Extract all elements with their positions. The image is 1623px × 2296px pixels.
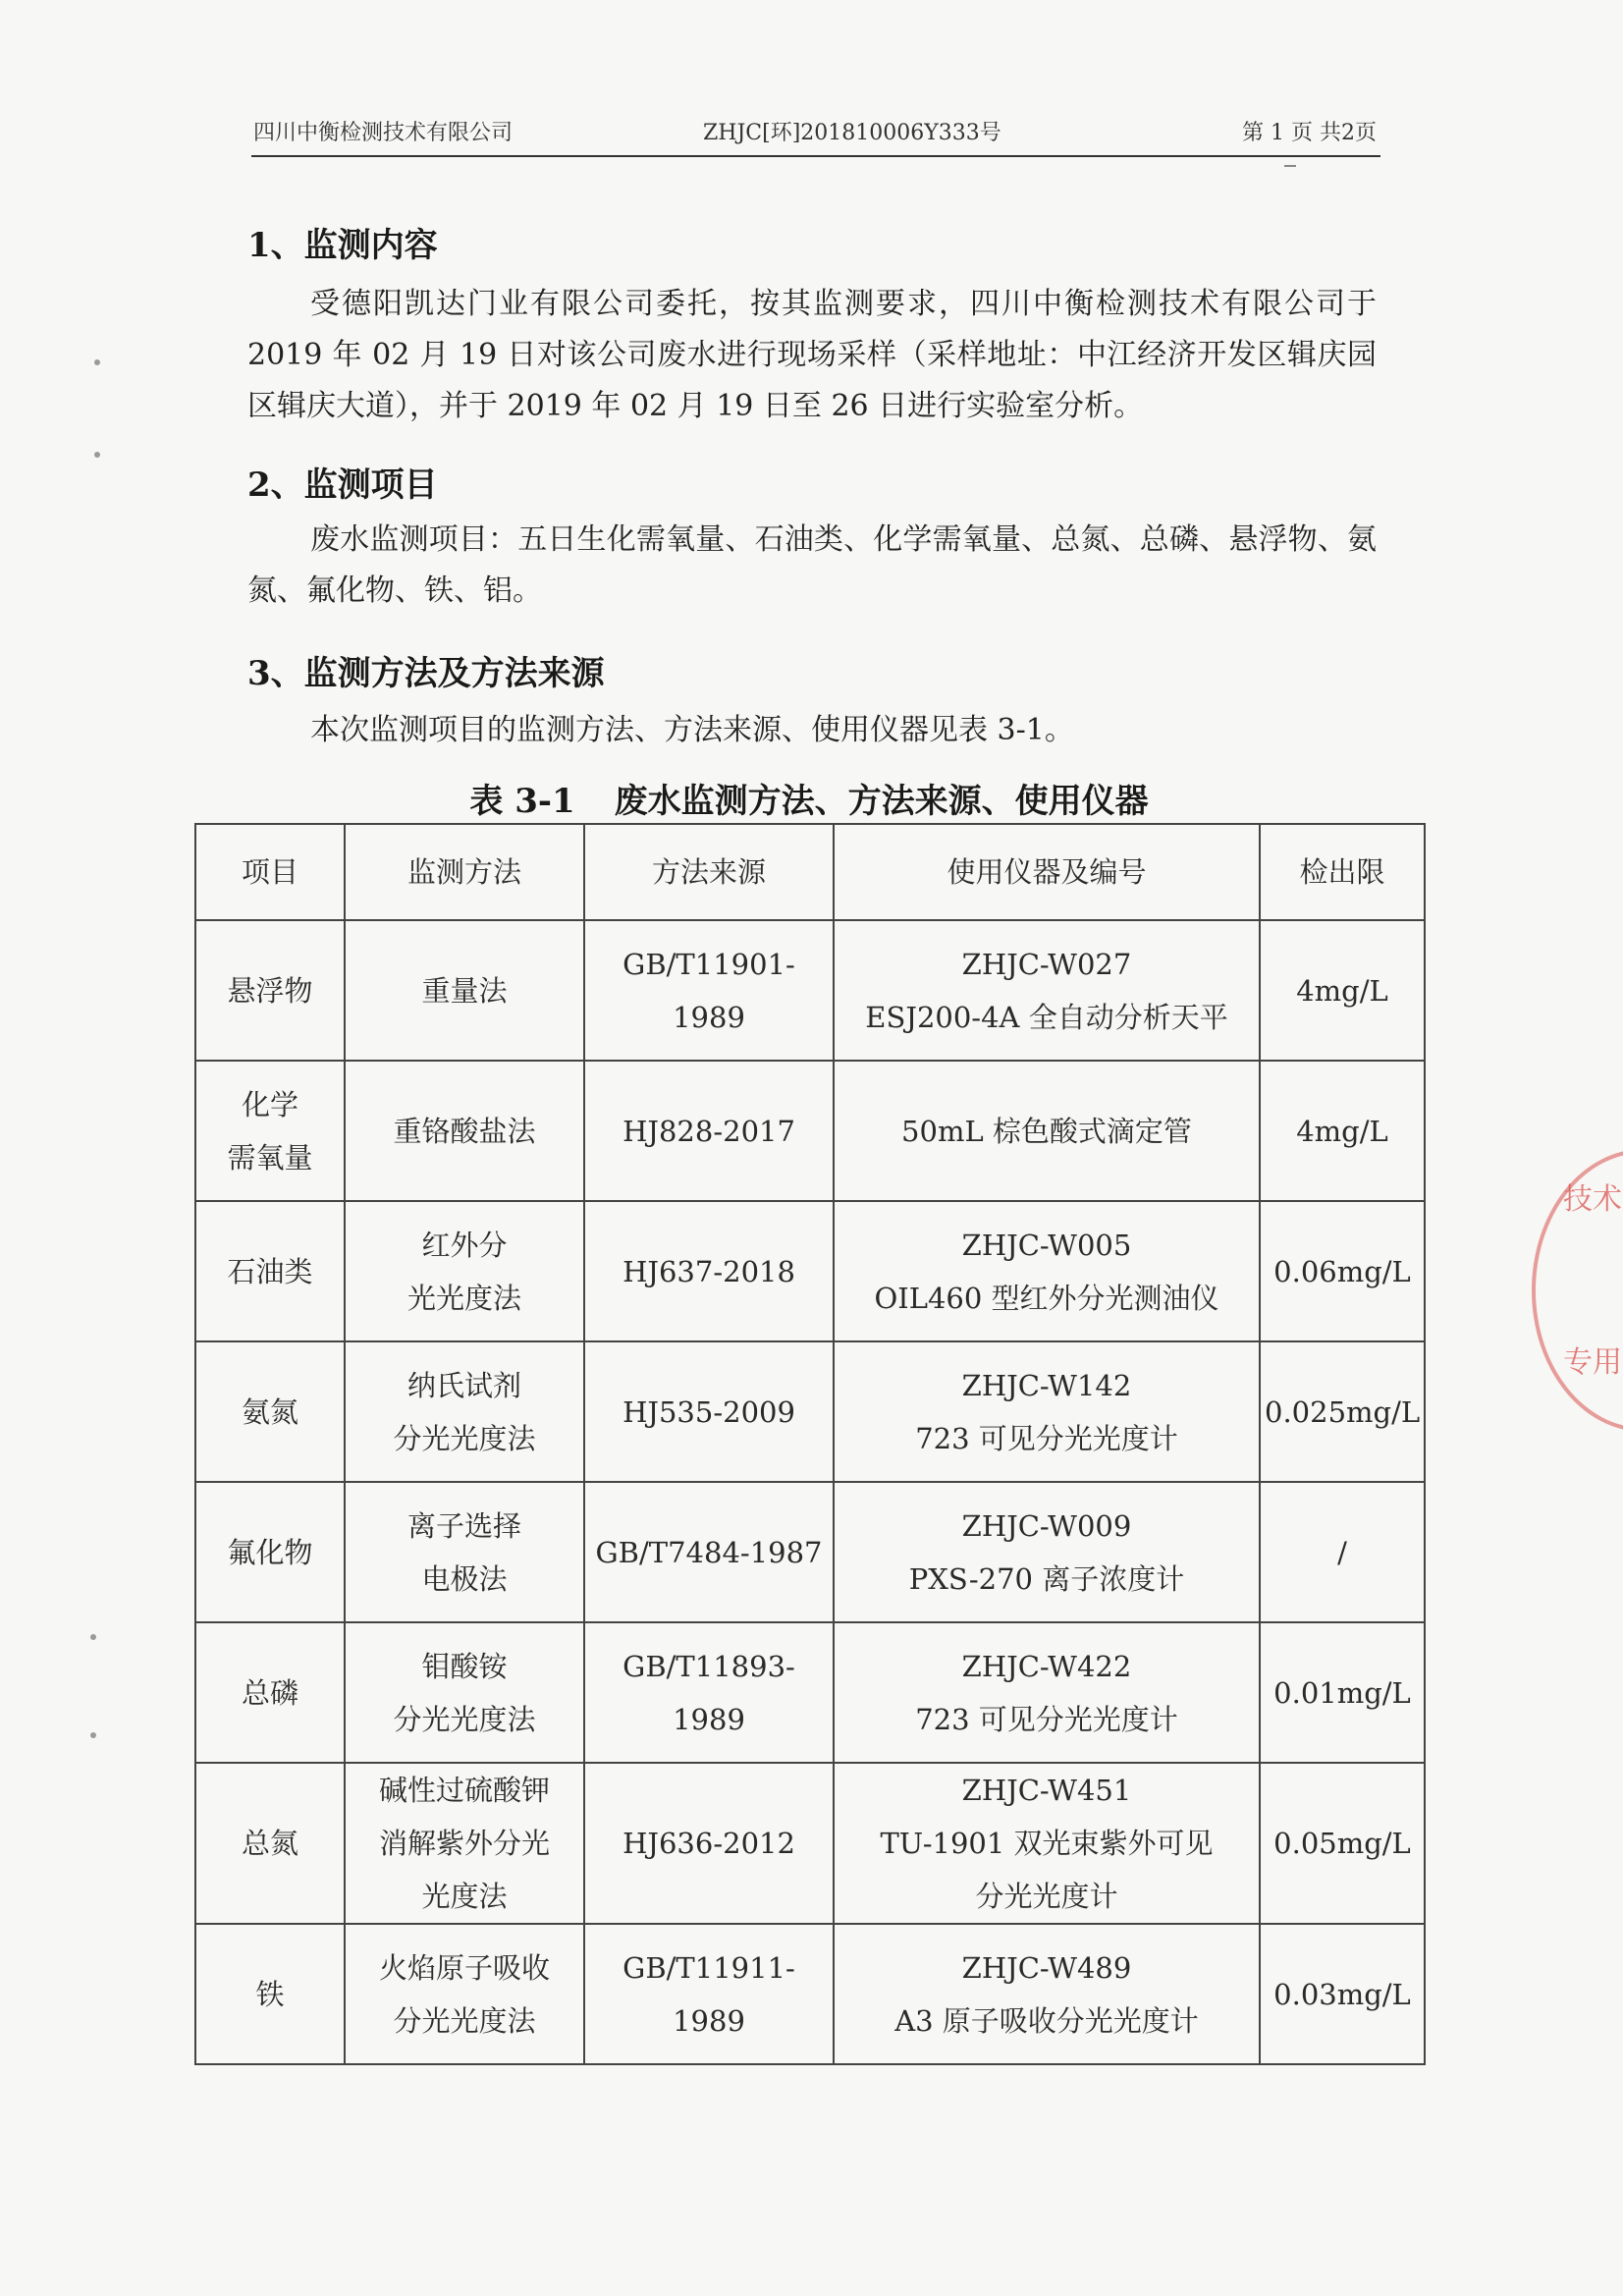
header-source: 方法来源: [584, 824, 834, 920]
cell-limit: 0.03mg/L: [1260, 1924, 1425, 2064]
table-caption-number: 表 3-1: [469, 782, 575, 821]
cell-limit: 0.01mg/L: [1260, 1622, 1425, 1763]
header-item: 项目: [195, 824, 345, 920]
cell-limit: /: [1260, 1482, 1425, 1622]
margin-mark: [94, 359, 100, 365]
section-title-monitoring-content: 1、监测内容: [247, 226, 438, 265]
cell-source: HJ535-2009: [584, 1341, 834, 1482]
cell-instrument: ZHJC-W027 ESJ200-4A 全自动分析天平: [834, 920, 1260, 1061]
cell-limit: 0.05mg/L: [1260, 1763, 1425, 1924]
table-row: [195, 1341, 1425, 1482]
header-instrument: 使用仪器及编号: [834, 824, 1260, 920]
methods-table: [194, 823, 1426, 2065]
section-body-methods: 本次监测项目的监测方法、方法来源、使用仪器见表 3-1。: [310, 713, 1074, 747]
header-tick-mark: [1284, 165, 1296, 167]
cell-item: 石油类: [195, 1201, 345, 1341]
cell-instrument: ZHJC-W489 A3 原子吸收分光光度计: [834, 1924, 1260, 2064]
cell-instrument: ZHJC-W009 PXS-270 离子浓度计: [834, 1482, 1260, 1622]
page-header: [251, 110, 1380, 157]
table-caption-text: 废水监测方法、方法来源、使用仪器: [614, 782, 1149, 821]
header-document-number: ZHJC[环]201810006Y333号: [703, 121, 1001, 145]
cell-item: 铁: [195, 1924, 345, 2064]
cell-limit: 4mg/L: [1260, 1061, 1425, 1201]
cell-source: HJ637-2018: [584, 1201, 834, 1341]
table-row: [195, 1763, 1425, 1924]
cell-item: 总氮: [195, 1763, 345, 1924]
header-company: 四川中衡检测技术有限公司: [253, 121, 514, 145]
margin-mark: [90, 1634, 96, 1640]
cell-limit: 0.06mg/L: [1260, 1201, 1425, 1341]
cell-instrument: ZHJC-W142 723 可见分光光度计: [834, 1341, 1260, 1482]
table-row: [195, 1201, 1425, 1341]
table-row: [195, 1482, 1425, 1622]
section-body-monitoring-content: 受德阳凯达门业有限公司委托，按其监测要求，四川中衡检测技术有限公司于 2019 年 02 月 19 日对该公司废水进行现场采样（采样地址：中江经济开发区辑庆园区辑庆大道），并于 2019 年 02 月 19 日至 26 日进行实验室分析。: [247, 287, 1377, 423]
section-title-monitoring-items: 2、监测项目: [247, 465, 438, 505]
cell-method: 碱性过硫酸钾 消解紫外分光 光度法: [345, 1763, 584, 1924]
cell-method: 火焰原子吸收 分光光度法: [345, 1924, 584, 2064]
header-method: 监测方法: [345, 824, 584, 920]
cell-source: GB/T11911-1989: [584, 1924, 834, 2064]
table-caption: [194, 774, 1424, 822]
section-body-monitoring-items: 废水监测项目：五日生化需氧量、石油类、化学需氧量、总氮、总磷、悬浮物、氨氮、氟化物、铁、铝。: [247, 522, 1377, 608]
cell-limit: 4mg/L: [1260, 920, 1425, 1061]
cell-item: 悬浮物: [195, 920, 345, 1061]
cell-item: 化学 需氧量: [195, 1061, 345, 1201]
cell-method: 重铬酸盐法: [345, 1061, 584, 1201]
cell-method: 钼酸铵 分光光度法: [345, 1622, 584, 1763]
cell-item: 氟化物: [195, 1482, 345, 1622]
table-row: [195, 920, 1425, 1061]
cell-instrument: 50mL 棕色酸式滴定管: [834, 1061, 1260, 1201]
header-limit: 检出限: [1260, 824, 1425, 920]
cell-source: GB/T7484-1987: [584, 1482, 834, 1622]
cell-method: 离子选择 电极法: [345, 1482, 584, 1622]
table-row: [195, 1061, 1425, 1201]
cell-item: 总磷: [195, 1622, 345, 1763]
margin-mark: [94, 452, 100, 458]
stamp-text-top: 技术: [1563, 1182, 1622, 1217]
cell-method: 纳氏试剂 分光光度法: [345, 1341, 584, 1482]
cell-source: GB/T11893-1989: [584, 1622, 834, 1763]
cell-item: 氨氮: [195, 1341, 345, 1482]
header-page-number: 第 1 页 共2页: [1242, 121, 1377, 145]
cell-instrument: ZHJC-W005 OIL460 型红外分光测油仪: [834, 1201, 1260, 1341]
table-row: [195, 1924, 1425, 2064]
cell-source: GB/T11901-1989: [584, 920, 834, 1061]
cell-source: HJ636-2012: [584, 1763, 834, 1924]
cell-method: 红外分 光光度法: [345, 1201, 584, 1341]
margin-mark: [90, 1732, 96, 1738]
stamp-text-bottom: 专用: [1563, 1345, 1622, 1380]
cell-method: 重量法: [345, 920, 584, 1061]
cell-instrument: ZHJC-W451 TU-1901 双光束紫外可见 分光光度计: [834, 1763, 1260, 1924]
cell-source: HJ828-2017: [584, 1061, 834, 1201]
table-header-row: [195, 824, 1425, 920]
cell-instrument: ZHJC-W422 723 可见分光光度计: [834, 1622, 1260, 1763]
section-title-methods: 3、监测方法及方法来源: [247, 654, 605, 693]
cell-limit: 0.025mg/L: [1260, 1341, 1425, 1482]
table-row: [195, 1622, 1425, 1763]
